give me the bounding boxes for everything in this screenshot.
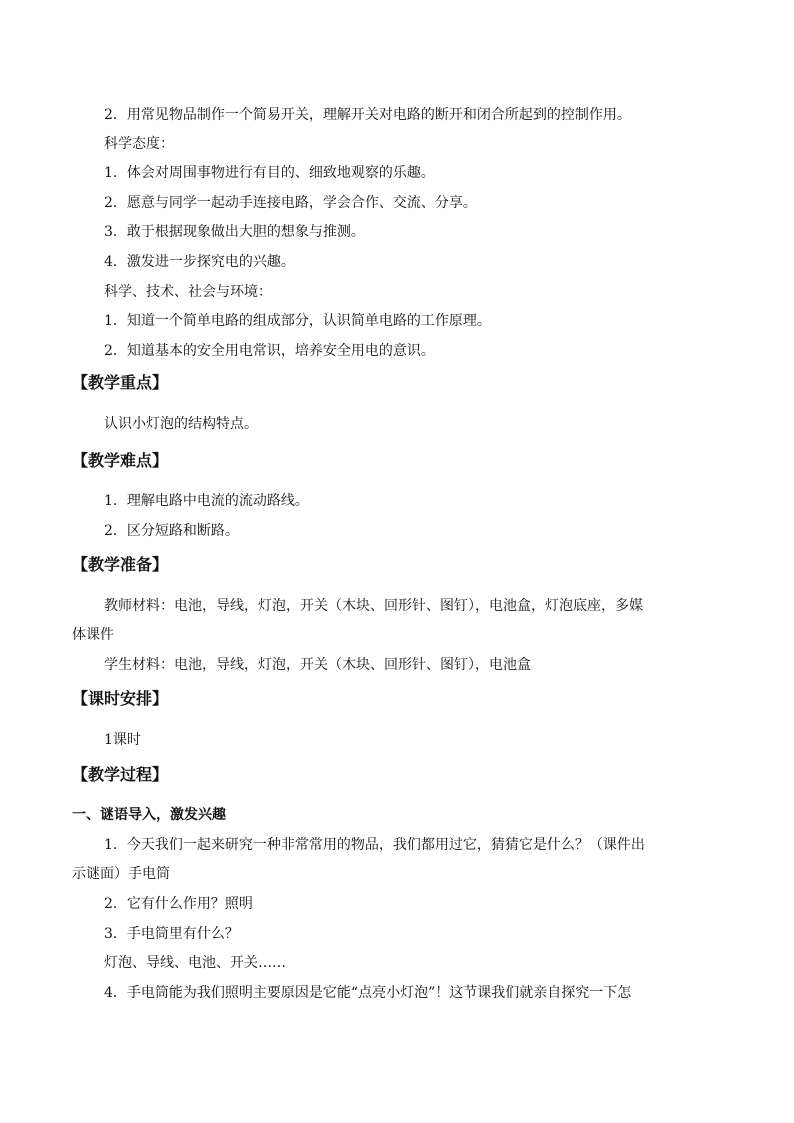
- student-materials: 学生材料：电池，导线，灯泡，开关（木块、回形针、图钉），电池盒: [104, 657, 531, 673]
- difficulty-heading: 【教学难点】: [72, 451, 169, 470]
- attitude-item: 4．激发进一步探究电的兴趣。: [104, 254, 295, 270]
- teacher-materials-continued: 体课件: [72, 627, 114, 643]
- schedule-text: 1课时: [104, 732, 141, 748]
- attitude-title: 科学态度：: [104, 136, 174, 152]
- preparation-heading: 【教学准备】: [72, 555, 169, 574]
- objective-item-2: 2．用常见物品制作一个简易开关，理解开关对电路的断开和闭合所起到的控制作用。: [104, 107, 631, 123]
- sts-item: 2．知道基本的安全用电常识，培养安全用电的意识。: [104, 343, 435, 359]
- sts-title: 科学、技术、社会与环境：: [104, 284, 272, 300]
- process-item-continued: 示谜面）手电筒: [72, 866, 170, 882]
- section-title: 一、谜语导入，激发兴趣: [72, 807, 226, 823]
- difficulty-item: 2．区分短路和断路。: [104, 523, 239, 539]
- process-item: 1．今天我们一起来研究一种非常常用的物品，我们都用过它，猜猜它是什么？（课件出: [104, 837, 645, 853]
- sts-item: 1．知道一个简单电路的组成部分，认识简单电路的工作原理。: [104, 313, 491, 329]
- process-answer: 灯泡、导线、电池、开关……: [104, 955, 286, 971]
- attitude-item: 2．愿意与同学一起动手连接电路，学会合作、交流、分享。: [104, 195, 477, 211]
- key-point-text: 认识小灯泡的结构特点。: [104, 416, 258, 432]
- process-item: 3．手电筒里有什么？: [104, 926, 239, 942]
- process-item: 2．它有什么作用？照明: [104, 896, 253, 912]
- attitude-item: 1．体会对周围事物进行有目的、细致地观察的乐趣。: [104, 165, 435, 181]
- key-point-heading: 【教学重点】: [72, 373, 169, 392]
- process-heading: 【教学过程】: [72, 765, 169, 784]
- schedule-heading: 【课时安排】: [72, 689, 169, 708]
- attitude-item: 3．敢于根据现象做出大胆的想象与推测。: [104, 224, 365, 240]
- difficulty-item: 1．理解电路中电流的流动路线。: [104, 493, 309, 509]
- teacher-materials: 教师材料：电池，导线，灯泡，开关（木块、回形针、图钉），电池盒，灯泡底座，多媒: [104, 598, 643, 614]
- process-item: 4．手电筒能为我们照明主要原因是它能“点亮小灯泡”！这节课我们就亲自探究一下怎: [104, 985, 632, 1001]
